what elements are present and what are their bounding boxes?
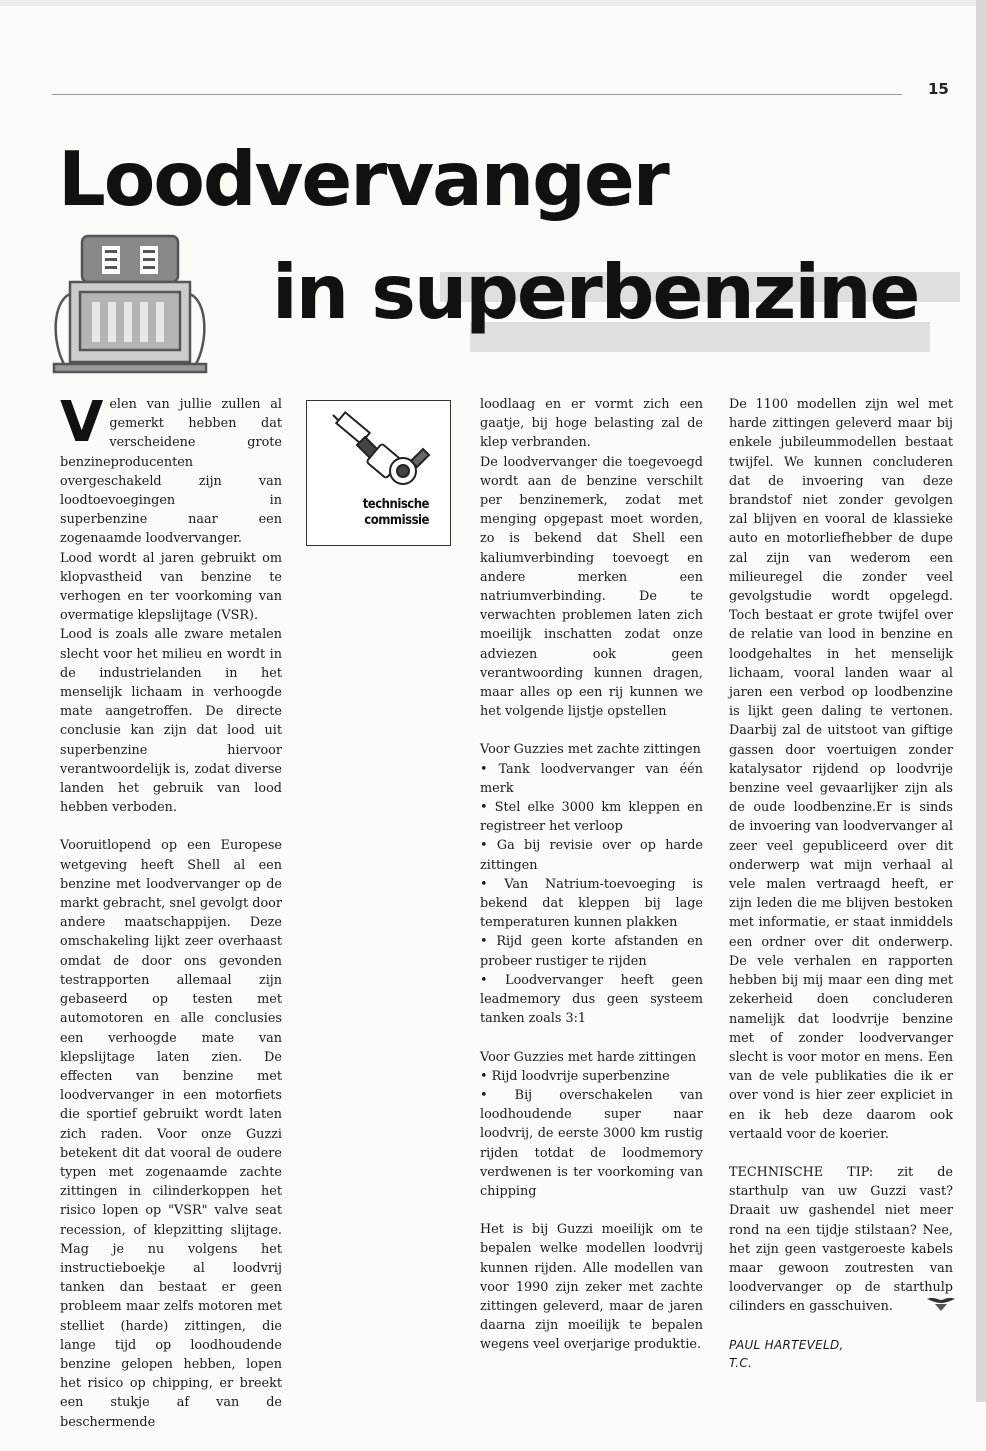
paragraph-text	[480, 395, 703, 721]
paragraph-text: De loodvervanger die toegevoegd wordt aan de benzine verschilt per benzinemerk, zodat met menging opgepast moet worden, zo is bekend dat Shell een kaliumverbinding toevoegt en andere merken een natriumverbinding. De te verwachten problemen laten zich moeilijk inschatten zodat onze adviezen ook geen verantwoording kunnen dragen, maar alles op een rij kunnen we het volgende lijstje opstellen	[480, 454, 703, 720]
soft-seats-list	[480, 740, 703, 1028]
list-item: • Tank loodvervanger van één merk	[480, 761, 703, 796]
paragraph-text: Het is bij Guzzi moeilijk om te bepalen welke modellen loodvrij kunnen rijden. Alle modellen van voor 1990 zijn zeker met zachte zittingen geleverd, maar de jaren daarna zijn moeilijk te bepalen wegens veel overjarige produktie.	[480, 1222, 703, 1353]
list-item: • Ga bij revisie over op harde zittingen	[480, 838, 703, 873]
paragraph-text: elen van jullie zullen al gemerkt hebben dat verscheidene grote benzineproducenten overgeschakeld zijn van loodtoevoegingen in superbenzine naar een zogenaamde loodvervanger.	[60, 397, 282, 547]
column-3	[480, 395, 703, 1374]
title-line-2: in superbenzine	[272, 248, 919, 336]
page-right-edge	[976, 0, 986, 1402]
crankshaft-icon	[307, 401, 450, 496]
list-item: • Stel elke 3000 km kleppen en registreer het verloop	[480, 800, 703, 835]
list-item: • Van Natrium-toevoeging is bekend dat kleppen bij lage temperaturen kunnen plakken	[480, 876, 703, 931]
paragraph-text: Lood is zoals alle zware metalen slecht voor het milieu en wordt in de industrielanden in het menselijk lichaam in verhoogde mate aangetroffen. De directe conclusie kan zijn dat lood uit superbenzine hiervoor verantwoordelijk is, zodat diverse landen het gebruik van lood hebben verboden.	[60, 627, 282, 816]
title-line-1: Loodvervanger	[58, 135, 668, 223]
page-number: 15	[928, 80, 949, 98]
drop-cap: V	[60, 390, 104, 455]
paragraph-text: Vooruitlopend op een Europese wetgeving heeft Shell al een benzine met loodvervanger op de markt gebracht, snel gevolgt door andere maatschappijen. Deze omschakeling lijkt zeer overhaast omdat de door ons gevonden testrapporten allemaal zijn gebaseerd op testen met automotoren en alle conclusies een verhoogde mate van klepslijtage laten zien. De effecten van benzine met loodvervanger in een motorfiets die sportief gebruikt wordt laten zich raden. Voor onze Guzzi betekent dit dat vooral de oudere typen met zogenaamde zachte zittingen in cilinderkoppen het risico lopen op "VSR" valve seat recession, of klepzitting slijtage. Mag je nu volgens het instructieboekje al loodvrij tanken dan bestaat er geen probleem maar zelfs motoren met stelliet (harde) zittingen, die lange tijd op loodhoudende benzine gelopen hebben, lopen het risico op chipping, er breekt een stukje af van de beschermende	[60, 838, 282, 1430]
technical-tip: TECHNISCHE TIP: zit de starthulp van uw Guzzi vast? Draait uw gashendel niet meer rond na een tijdje stilstaan? Nee, het zijn geen vastgeroeste kabels maar gewoon zoutresten van loodvervanger op de starthulp cilinders en gasschuiven.	[729, 1164, 953, 1315]
list-item: • Bij overschakelen van loodhoudende super naar loodvrij, de eerste 3000 km rustig rijden totdat de loodmemory verdwenen is ter voorkoming van chipping	[480, 1087, 703, 1199]
eagle-emblem-icon	[926, 1294, 956, 1312]
list-item: • Loodvervanger heeft geen leadmemory dus geen systeem tanken zoals 3:1	[480, 972, 703, 1027]
paragraph-text: De 1100 modellen zijn wel met harde zittingen geleverd maar bij enkele jubileummodellen bestaat twijfel. We kunnen concluderen dat de invoering van deze brandstof niet zonder gevolgen zal blijven en vooral de klassieke auto en motorliefhebber de dupe zal zijn van wederom een milieuregel die zonder veel gevolgstudie wordt opgelegd. Toch bestaat er grote twijfel over de relatie van lood in benzine en loodgehaltes in het menselijk lichaam, vooral landen waar al jaren een verbod op loodbenzine is lijkt geen daling te vertonen. Daarbij zal de uitstoot van giftige gassen door voertuigen zonder katalysator rijdend op loodvrije benzine veel gevaarlijker zijn als de oude loodbenzine.Er is sinds de invoering van loodvervanger al zeer veel gepubliceerd over dit onderwerp wat mijn verhaal al vele malen vertraagd heeft, er zijn leden die me blijven bestoken met informatie, er staat inmiddels een ordner over dit onderwerp. De vele verhalen en rapporten hebben bij mij maar een ding met zekerheid doen concluderen namelijk dat loodvrije benzine met of zonder loodvervanger slecht is voor motor en mens. Een van de vele publikaties die ik er over vond is hier zeer expliciet in en ik heb deze daarom ook vertaald voor de koerier.	[729, 397, 953, 1142]
list-item: • Rijd loodvrije superbenzine	[480, 1068, 670, 1084]
page-top-edge	[0, 0, 986, 6]
author-name: PAUL HARTEVELD,	[729, 1337, 844, 1352]
list-item: • Rijd geen korte afstanden en probeer rustiger te rijden	[480, 934, 703, 969]
intro-paragraph	[60, 390, 282, 817]
list-heading: Voor Guzzies met zachte zittingen	[480, 742, 701, 758]
paragraph-text: Lood wordt al jaren gebruikt om klopvastheid van benzine te verhogen en ter voorkoming van overmatige klepslijtage (VSR).	[60, 550, 282, 624]
logo-line-1: technische	[362, 497, 429, 512]
list-heading: Voor Guzzies met harde zittingen	[480, 1049, 697, 1065]
column-1	[60, 390, 282, 1451]
author-title: T.C.	[729, 1355, 753, 1370]
header-rule	[52, 94, 902, 95]
logo-line-2: commissie	[364, 513, 429, 528]
author-signature	[729, 1336, 953, 1372]
paragraph-text: loodlaag en er vormt zich een gaatje, bij hoge belasting zal de klep verbranden.	[480, 397, 703, 451]
technische-commissie-logo	[306, 400, 451, 546]
fuel-pump-icon	[50, 232, 210, 374]
hard-seats-list	[480, 1048, 703, 1202]
logo-caption	[307, 497, 429, 529]
column-4	[729, 395, 953, 1372]
